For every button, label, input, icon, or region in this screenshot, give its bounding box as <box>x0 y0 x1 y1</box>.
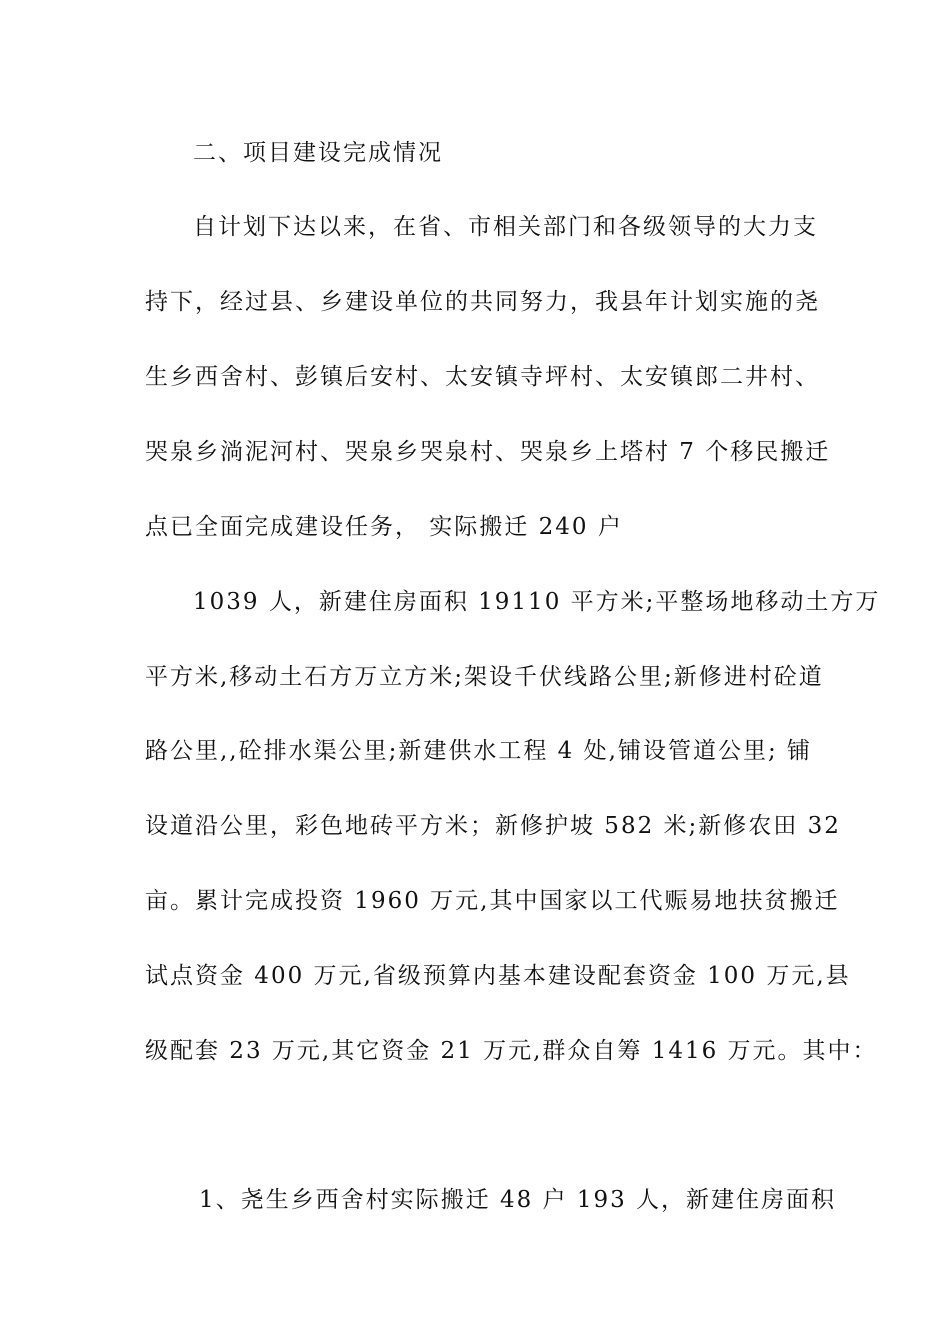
paragraph-2-line-6: 试点资金 400 万元,省级预算内基本建设配套资金 100 万元,县 <box>145 963 851 989</box>
paragraph-1-line-5: 点已全面完成建设任务， 实际搬迁 240 户 <box>145 514 623 540</box>
paragraph-2-line-1: 1039 人，新建住房面积 19110 平方米;平整场地移动土方万 <box>193 589 881 615</box>
paragraph-2-line-3: 路公里,,砼排水渠公里;新建供水工程 4 处,铺设管道公里; 铺 <box>145 738 812 764</box>
paragraph-3-line-1: 1、尧生乡西舍村实际搬迁 48 户 193 人，新建住房面积 <box>199 1187 837 1213</box>
paragraph-2-line-7: 级配套 23 万元,其它资金 21 万元,群众自筹 1416 万元。其中： <box>145 1038 878 1064</box>
paragraph-2-line-5: 亩。累计完成投资 1960 万元,其中国家以工代赈易地扶贫搬迁 <box>145 888 840 914</box>
paragraph-1-line-2: 持下，经过县、乡建设单位的共同努力，我县年计划实施的尧 <box>145 289 820 315</box>
paragraph-1-line-4: 哭泉乡淌泥河村、哭泉乡哭泉村、哭泉乡上塔村 7 个移民搬迁 <box>145 439 831 465</box>
paragraph-1-line-3: 生乡西舍村、彭镇后安村、太安镇寺坪村、太安镇郎二井村、 <box>145 364 820 390</box>
paragraph-1-line-1: 自计划下达以来，在省、市相关部门和各级领导的大力支 <box>193 214 818 240</box>
section-heading: 二、项目建设完成情况 <box>193 140 443 166</box>
paragraph-2-line-4: 设道沿公里，彩色地砖平方米；新修护坡 582 米;新修农田 32 <box>145 813 841 839</box>
paragraph-2-line-2: 平方米,移动土石方万立方米;架设千伏线路公里;新修进村砼道 <box>145 664 824 690</box>
